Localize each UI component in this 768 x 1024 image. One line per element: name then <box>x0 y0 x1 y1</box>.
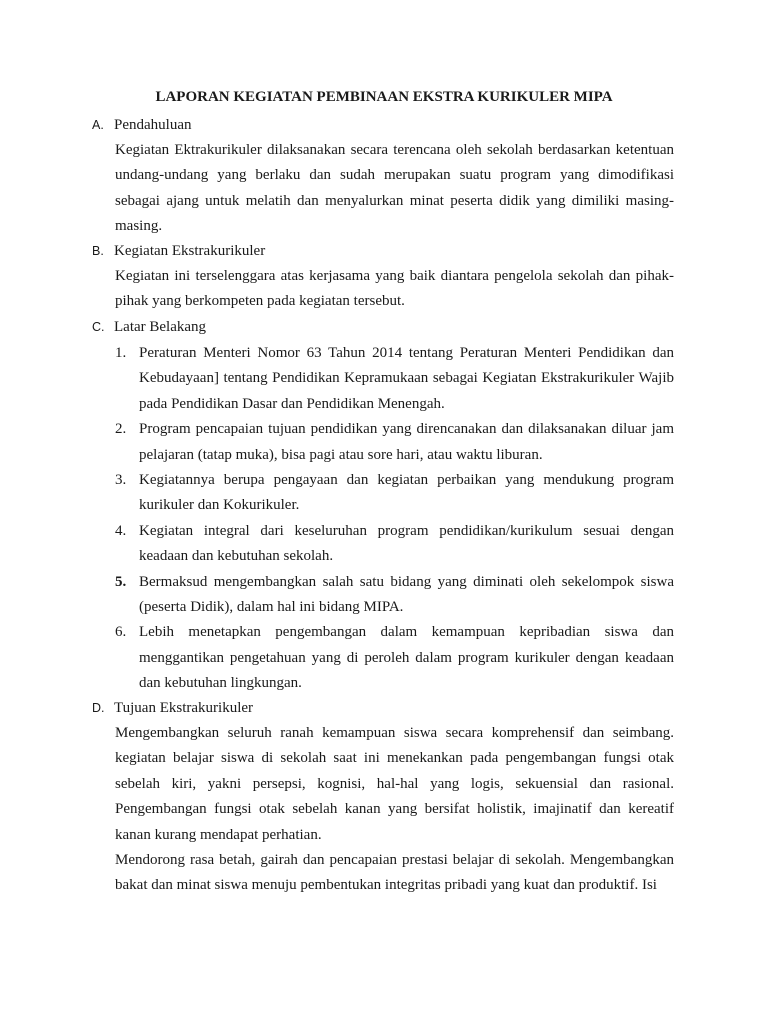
section-c-letter: C. <box>92 320 105 334</box>
list-item-number: 3. <box>115 472 127 489</box>
list-item-number: 5. <box>115 573 127 590</box>
list-item-number: 6. <box>115 624 127 641</box>
section-d-paragraph-2: Mendorong rasa betah, gairah dan pencapaian prestasi belajar di sekolah. Mengembangkan bakat dan minat siswa menuju pembentukan integritas pribadi yang kuat dan produktif. Isi <box>115 852 674 894</box>
background-list <box>115 341 674 697</box>
section-a-paragraph: Kegiatan Ektrakurikuler dilaksanakan secara terencana oleh sekolah berdasarkan ketentuan undang-undang yang berlaku dan sudah merupakan suatu program yang dimodifikasi sebagai ajang untuk melatih dan menyalurkan minat peserta didik yang dimiliki masing-masing. <box>115 142 674 235</box>
list-item <box>115 620 674 696</box>
list-item-text: Program pencapaian tujuan pendidikan yang direncanakan dan dilaksanakan diluar jam pelajaran (tatap muka), bisa pagi atau sore hari, atau waktu liburan. <box>139 421 674 463</box>
section-b-paragraph: Kegiatan ini terselenggara atas kerjasama yang baik diantara pengelola sekolah dan pihak-pihak yang berkompeten pada kegiatan tersebut. <box>115 268 674 310</box>
document-title: LAPORAN KEGIATAN PEMBINAAN EKSTRA KURIKULER MIPA <box>155 89 613 105</box>
list-item-text: Bermaksud mengembangkan salah satu bidang yang diminati oleh sekelompok siswa (peserta Didik), dalam hal ini bidang MIPA. <box>139 573 674 616</box>
list-item-number: 4. <box>115 522 127 539</box>
list-item <box>115 341 674 417</box>
section-b-heading <box>92 239 265 264</box>
list-item <box>115 570 674 621</box>
section-a-title: Pendahuluan <box>114 117 192 133</box>
section-d-paragraph-1: Mengembangkan seluruh ranah kemampuan siswa secara komprehensif dan seimbang. kegiatan belajar siswa di sekolah saat ini menekankan pada pengembangan fungsi otak sebelah kiri, yakni persepsi, kognisi, hal-hal yang logis, sekuensial dan rasional. Pengembangan fungsi otak sebelah kanan yang bersifat holistik, imajinatif dan kereatif kanan kurang mendapat perhatian. <box>115 725 674 843</box>
section-a-heading <box>92 113 191 138</box>
section-c-heading <box>92 315 206 340</box>
section-b-title: Kegiatan Ekstrakurikuler <box>114 243 266 259</box>
section-d-title: Tujuan Ekstrakurikuler <box>114 700 254 716</box>
list-item <box>115 519 674 570</box>
section-a-letter: A. <box>92 118 104 132</box>
list-item-text: Kegiatannya berupa pengayaan dan kegiatan perbaikan yang mendukung program kurikuler dan Kokurikuler. <box>139 472 674 514</box>
list-item <box>115 468 674 519</box>
section-d-letter: D. <box>92 701 105 715</box>
list-item-number: 1. <box>115 345 127 361</box>
section-c-title: Latar Belakang <box>114 319 207 335</box>
list-item-text: Lebih menetapkan pengembangan dalam kemampuan kepribadian siswa dan menggantikan pengetahuan yang di peroleh dalam program kurikuler dengan keadaan dan kebutuhan lingkungan. <box>139 624 674 692</box>
list-item-text: Peraturan Menteri Nomor 63 Tahun 2014 tentang Peraturan Menteri Pendidikan dan Kebudayaan] tentang Pendidikan Kepramukaan sebagai Kegiatan Ekstrakurikuler Wajib pada Pendidikan Dasar dan Pendidikan Menengah. <box>139 345 674 412</box>
section-d-heading <box>92 696 253 721</box>
list-item-number: 2. <box>115 421 127 438</box>
section-b-letter: B. <box>92 244 104 258</box>
list-item <box>115 417 674 468</box>
list-item-text: Kegiatan integral dari keseluruhan program pendidikan/kurikulum sesuai dengan keadaan dan kebutuhan sekolah. <box>139 522 674 565</box>
